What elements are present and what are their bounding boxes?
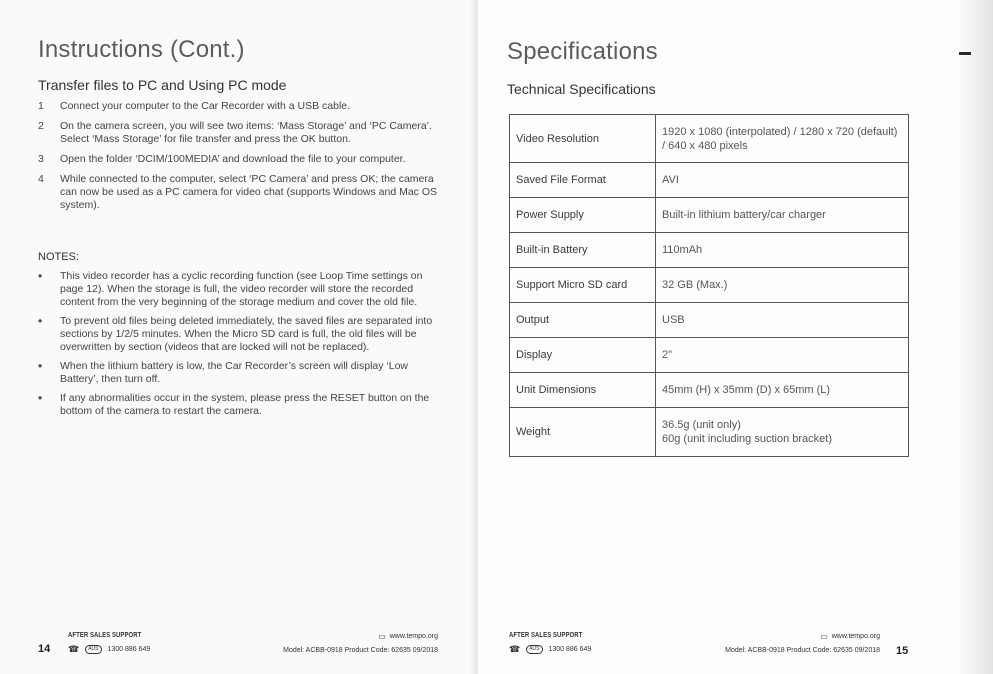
note-item: • When the lithium battery is low, the Car Recorder’s screen will display ‘Low Battery’, then turn off.	[38, 359, 409, 385]
bullet-icon: •	[38, 314, 43, 328]
table-row	[510, 408, 909, 457]
spec-value: USB	[656, 303, 909, 338]
spec-value: 110mAh	[656, 233, 909, 268]
notes-list	[38, 270, 438, 424]
table-row	[510, 303, 909, 338]
table-row	[510, 268, 909, 303]
aus-badge: AUS	[85, 645, 101, 654]
phone-number: 1300 886 649	[107, 646, 151, 653]
spec-value: 1920 x 1080 (interpolated) / 1280 x 720 (default) / 640 x 480 pixels	[656, 115, 909, 163]
table-row	[510, 198, 909, 233]
spec-label: Output	[510, 303, 656, 338]
support-label: AFTER SALES SUPPORT	[509, 632, 583, 639]
note-item: • If any abnormalities occur in the system, please press the RESET button on the bottom of the camera to restart the camera.	[38, 391, 430, 417]
bullet-icon: •	[38, 359, 43, 373]
section-title: Technical Specifications	[507, 81, 656, 97]
spec-table	[509, 114, 909, 457]
page-number: 14	[38, 643, 51, 655]
phone-icon: ☎	[68, 644, 80, 654]
phone-number: 1300 886 649	[548, 646, 592, 653]
spec-value: 36.5g (unit only) 60g (unit including suction bracket)	[656, 408, 909, 457]
spec-label: Power Supply	[510, 198, 656, 233]
table-row	[510, 115, 909, 163]
model-code: Model: ACBB-0918 Product Code: 62635 09/2018	[283, 647, 438, 654]
table-row	[510, 233, 909, 268]
spec-value: 32 GB (Max.)	[656, 268, 909, 303]
note-item: • This video recorder has a cyclic recording function (see Loop Time settings on page 12). When the storage is full, the video recorder will store the recorded content from the very beginning of the storage medium and cover the old file.	[38, 269, 423, 308]
aus-badge: AUS	[526, 645, 542, 654]
page-title: Instructions (Cont.)	[38, 36, 245, 63]
bullet-icon: •	[38, 391, 43, 405]
phone-icon: ☎	[509, 644, 521, 654]
spec-label: Saved File Format	[510, 163, 656, 198]
support-label: AFTER SALES SUPPORT	[68, 632, 142, 639]
spec-value: Built-in lithium battery/car charger	[656, 198, 909, 233]
support-info	[68, 632, 154, 654]
step-item: 4 While connected to the computer, select ‘PC Camera’ and press OK; the camera can now be used as a PC camera for video chat (supports Windows and Mac OS system).	[38, 173, 438, 211]
spec-label: Video Resolution	[510, 115, 656, 163]
website-link[interactable]: www.tempo.org	[831, 633, 880, 640]
spec-value: AVI	[656, 163, 909, 198]
table-row	[510, 338, 909, 373]
computer-icon: ▭	[820, 632, 828, 641]
table-row	[510, 163, 909, 198]
table-row	[510, 373, 909, 408]
model-code: Model: ACBB-0918 Product Code: 62635 09/2018	[725, 647, 880, 654]
spec-label: Built-in Battery	[510, 233, 656, 268]
left-page	[0, 0, 478, 674]
page-number: 15	[896, 645, 909, 657]
notes-label: NOTES:	[38, 251, 79, 263]
step-item: 3 Open the folder ‘DCIM/100MEDIA’ and download the file to your computer.	[38, 153, 406, 165]
support-info	[509, 632, 595, 654]
spec-value: 45mm (H) x 35mm (D) x 65mm (L)	[656, 373, 909, 408]
page-title: Specifications	[507, 38, 658, 65]
step-item: 2 On the camera screen, you will see two items: ‘Mass Storage’ and ‘PC Camera’. Select ‘Mass Storage’ for file transfer and press the OK button.	[38, 120, 432, 145]
bullet-icon: •	[38, 269, 43, 283]
steps-list	[38, 100, 438, 219]
spec-label: Unit Dimensions	[510, 373, 656, 408]
page-edge	[957, 0, 993, 674]
spec-value: 2"	[656, 338, 909, 373]
model-info	[240, 632, 438, 654]
spec-label: Display	[510, 338, 656, 373]
section-title: Transfer files to PC and Using PC mode	[38, 77, 287, 93]
model-info	[700, 632, 880, 654]
step-item: 1 Connect your computer to the Car Recorder with a USB cable.	[38, 100, 351, 112]
spec-label: Weight	[510, 408, 656, 457]
computer-icon: ▭	[378, 632, 386, 641]
spec-label: Support Micro SD card	[510, 268, 656, 303]
website-link[interactable]: www.tempo.org	[389, 633, 438, 640]
note-item: • To prevent old files being deleted immediately, the saved files are separated into sections by 1/2/5 minutes. When the Micro SD card is full, the old files will be overwritten by section (videos that are locked will not be replaced).	[38, 314, 433, 353]
